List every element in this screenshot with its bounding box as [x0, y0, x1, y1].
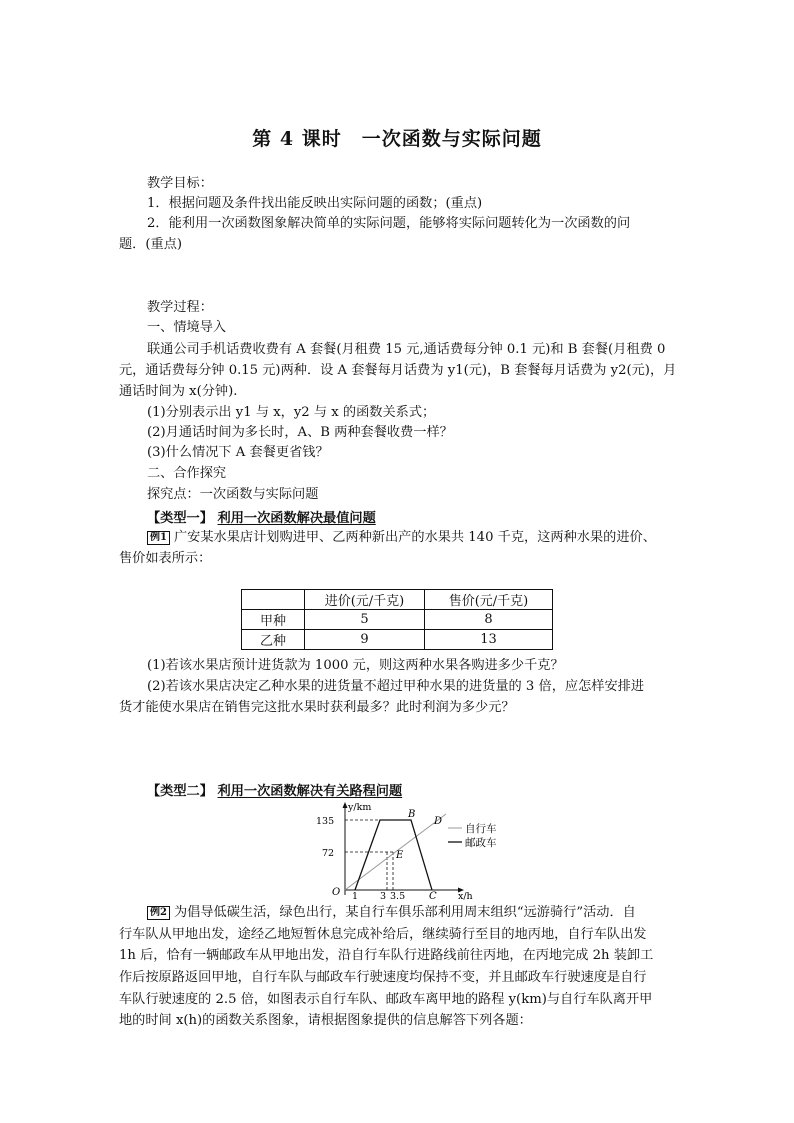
table-header-cell: [242, 590, 305, 610]
section-cooperate: 二、合作探究: [147, 466, 227, 481]
table-header-cell: 售价(元/千克): [425, 590, 553, 610]
type2-title: 利用一次函数解决有关路程问题: [217, 784, 403, 799]
x-axis-label: x/h: [458, 891, 473, 900]
y-axis-arrow: [343, 802, 348, 808]
example-1-icon: 例1: [147, 531, 170, 545]
type1-title: 利用一次函数解决最值问题: [217, 511, 376, 526]
example2-line-4: 作后按原路返回甲地，自行车队与邮政车行驶速度均保持不变，并且邮政车行驶速度是自行: [119, 970, 647, 985]
intro-line-3: 通话时间为 x(分钟).: [119, 384, 238, 399]
x-tick-label: 3: [380, 891, 387, 900]
section-situation: 一、情境导入: [147, 320, 227, 335]
example1-line-2: 售价如表所示：: [119, 551, 212, 566]
example2-line-3: 1h 后，恰有一辆邮政车从甲地出发，沿自行车队行进路线前往丙地，在丙地完成 2h 装卸工: [119, 948, 654, 963]
example2-line-2: 行车队从甲地出发，途经乙地短暂休息完成补给后，继续骑行至目的地丙地，自行车队出发: [119, 927, 647, 942]
question-3: (3)什么情况下 A 套餐更省钱？: [147, 445, 329, 460]
goals-heading: 教学目标：: [147, 176, 213, 191]
example2-line-5: 车队行驶速度的 2.5 倍，如图表示自行车队、邮政车离甲地的路程 y(km)与自行车队离开甲: [119, 992, 653, 1007]
price-table: [241, 589, 553, 650]
x-tick-label: 1: [352, 891, 359, 900]
distance-time-graph: [310, 798, 510, 900]
explore-point: 探究点：一次函数与实际问题: [147, 487, 319, 502]
type1-question-2: (2)若该水果店决定乙种水果的进货量不超过甲种水果的进货量的 3 倍，应怎样安排进: [147, 679, 645, 694]
type2-heading: [147, 780, 402, 799]
table-header-cell: 进价(元/千克): [305, 590, 425, 610]
point-label: B: [408, 809, 416, 820]
table-cell: 9: [305, 630, 425, 650]
origin-label: O: [332, 887, 341, 898]
type1-heading: [147, 507, 376, 526]
type1-tag: 【类型一】: [147, 511, 213, 526]
goal-item-2: 2．能利用一次函数图象解决简单的实际问题，能够将实际问题转化为一次函数的问: [147, 216, 631, 231]
type2-tag: 【类型二】: [147, 784, 213, 799]
example2-line-1: [147, 903, 707, 923]
y-tick-label: 135: [316, 816, 335, 827]
page-title: 第 4 课时 一次函数与实际问题: [252, 128, 542, 150]
y-tick-label: 72: [322, 848, 335, 859]
table-row: [242, 610, 553, 630]
process-heading: 教学过程：: [147, 300, 213, 315]
question-2: (2)月通话时间为多长时，A、B 两种套餐收费一样？: [147, 425, 453, 440]
example1-text-1: 广安某水果店计划购进甲、乙两种新出产的水果共 140 千克，这两种水果的进价、: [173, 530, 656, 545]
x-tick-label: 3.5: [390, 891, 406, 900]
y-axis-label: y/km: [348, 802, 372, 813]
table-header-row: [242, 590, 553, 610]
table-cell: 甲种: [242, 610, 305, 630]
question-1: (1)分别表示出 y1 与 x，y2 与 x 的函数关系式；: [147, 405, 436, 420]
table-cell: 5: [305, 610, 425, 630]
intro-line-1: 联通公司手机话费收费有 A 套餐(月租费 15 元,通话费每分钟 0.1 元)和 B 套餐(月租费 0: [147, 342, 666, 357]
point-label: E: [396, 850, 404, 861]
table-cell: 8: [425, 610, 553, 630]
type1-question-2-cont: 货才能使水果店在销售完这批水果时获利最多？此时利润为多少元？: [119, 700, 515, 715]
legend-bike-label: 自行车: [465, 823, 497, 835]
legend-mail-label: 邮政车: [465, 837, 497, 849]
point-label: C: [429, 891, 437, 900]
example1-line-1: [147, 528, 707, 548]
intro-line-2: 元，通话费每分钟 0.15 元)两种．设 A 套餐每月话费为 y1(元)，B 套餐每月话费为 y2(元)，月: [119, 363, 677, 378]
table-row: [242, 630, 553, 650]
table-cell: 乙种: [242, 630, 305, 650]
point-label: D: [434, 816, 443, 827]
type1-question-1: (1)若该水果店预计进货款为 1000 元，则这两种水果各购进多少千克？: [147, 658, 564, 673]
example2-line-6: 地的时间 x(h)的函数关系图象，请根据图象提供的信息解答下列各题：: [119, 1013, 532, 1028]
mail-line: [355, 820, 432, 890]
example2-text-1: 为倡导低碳生活，绿色出行，某自行车俱乐部利用周末组织“远游骑行”活动．自: [173, 905, 636, 920]
goal-item-2-cont: 题．(重点): [119, 237, 183, 252]
table-cell: 13: [425, 630, 553, 650]
goal-item-1: 1．根据问题及条件找出能反映出实际问题的函数；(重点): [147, 196, 483, 211]
example-2-icon: 例2: [147, 906, 170, 920]
